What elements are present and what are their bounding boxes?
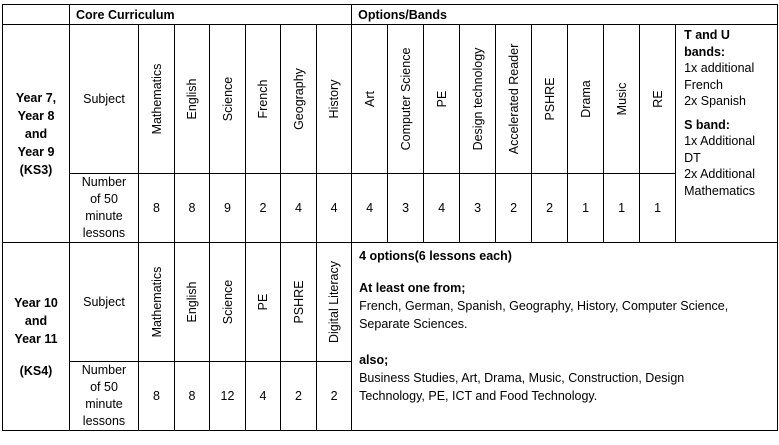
subject-cell: French <box>246 25 281 174</box>
subject-cell: Mathematics <box>139 243 175 362</box>
lesson-count: 2 <box>246 174 281 243</box>
option-lesson-count: 1 <box>640 174 676 243</box>
subject-cell: Mathematics <box>139 25 175 174</box>
subject-cell: English <box>175 25 210 174</box>
lesson-count: 2 <box>317 362 352 431</box>
option-subject-cell: Drama <box>568 25 604 174</box>
ks4-subject-label: Subject <box>70 243 139 362</box>
subject-cell: PE <box>246 243 281 362</box>
lesson-count: 8 <box>175 362 210 431</box>
subject-cell: PSHRE <box>281 243 317 362</box>
ks4-subject-row <box>3 243 778 362</box>
option-lesson-count: 2 <box>532 174 568 243</box>
option-subject-cell: PSHRE <box>532 25 568 174</box>
option-subject-cell: Design technology <box>460 25 496 174</box>
subject-cell: English <box>175 243 210 362</box>
subject-cell: History <box>317 25 352 174</box>
ks3-subject-label: Subject <box>70 25 139 174</box>
ks3-year-label: Year 7, Year 8 and Year 9 (KS3) <box>3 25 70 243</box>
header-row <box>3 5 778 25</box>
header-empty-cell <box>3 5 70 25</box>
option-subject-cell: Accelerated Reader <box>496 25 532 174</box>
ks3-subject-row <box>3 25 778 174</box>
lesson-count: 12 <box>210 362 246 431</box>
option-lesson-count: 3 <box>460 174 496 243</box>
ks3-lessons-label: Number of 50 minute lessons <box>70 174 139 243</box>
option-subject-cell: Computer Science <box>388 25 424 174</box>
subject-cell: Science <box>210 25 246 174</box>
option-subject-cell: PE <box>424 25 460 174</box>
curriculum-table <box>2 4 778 431</box>
option-lesson-count: 2 <box>496 174 532 243</box>
lesson-count: 8 <box>139 362 175 431</box>
lesson-count: 2 <box>281 362 317 431</box>
ks3-lessons-row <box>3 174 778 243</box>
option-lesson-count: 3 <box>388 174 424 243</box>
lesson-count: 4 <box>317 174 352 243</box>
ks4-lessons-label: Number of 50 minute lessons <box>70 362 139 431</box>
header-options-title: Options/Bands <box>352 5 778 25</box>
lesson-count: 8 <box>175 174 210 243</box>
ks4-year-label: Year 10 and Year 11 (KS4) <box>3 243 70 431</box>
subject-cell: Digital Literacy <box>317 243 352 362</box>
lesson-count: 4 <box>281 174 317 243</box>
header-core-title: Core Curriculum <box>70 5 352 25</box>
option-lesson-count: 1 <box>604 174 640 243</box>
ks3-bands-note: T and U bands: 1x additional French 2x Spanish S band: 1x Additional DT 2x Additional Mathematics <box>676 25 778 243</box>
option-subject-cell: Music <box>604 25 640 174</box>
lesson-count: 4 <box>246 362 281 431</box>
option-lesson-count: 1 <box>568 174 604 243</box>
lesson-count: 9 <box>210 174 246 243</box>
lesson-count: 8 <box>139 174 175 243</box>
subject-cell: Geography <box>281 25 317 174</box>
option-subject-cell: Art <box>352 25 388 174</box>
ks4-options-text: 4 options(6 lessons each) At least one from; French, German, Spanish, Geography, History, Computer Science, Separate Sciences. also; Business Studies, Art, Drama, Music, Construction, Design Technology, PE, ICT and Food Technology. <box>352 243 778 431</box>
option-subject-cell: RE <box>640 25 676 174</box>
option-lesson-count: 4 <box>424 174 460 243</box>
subject-cell: Science <box>210 243 246 362</box>
option-lesson-count: 4 <box>352 174 388 243</box>
